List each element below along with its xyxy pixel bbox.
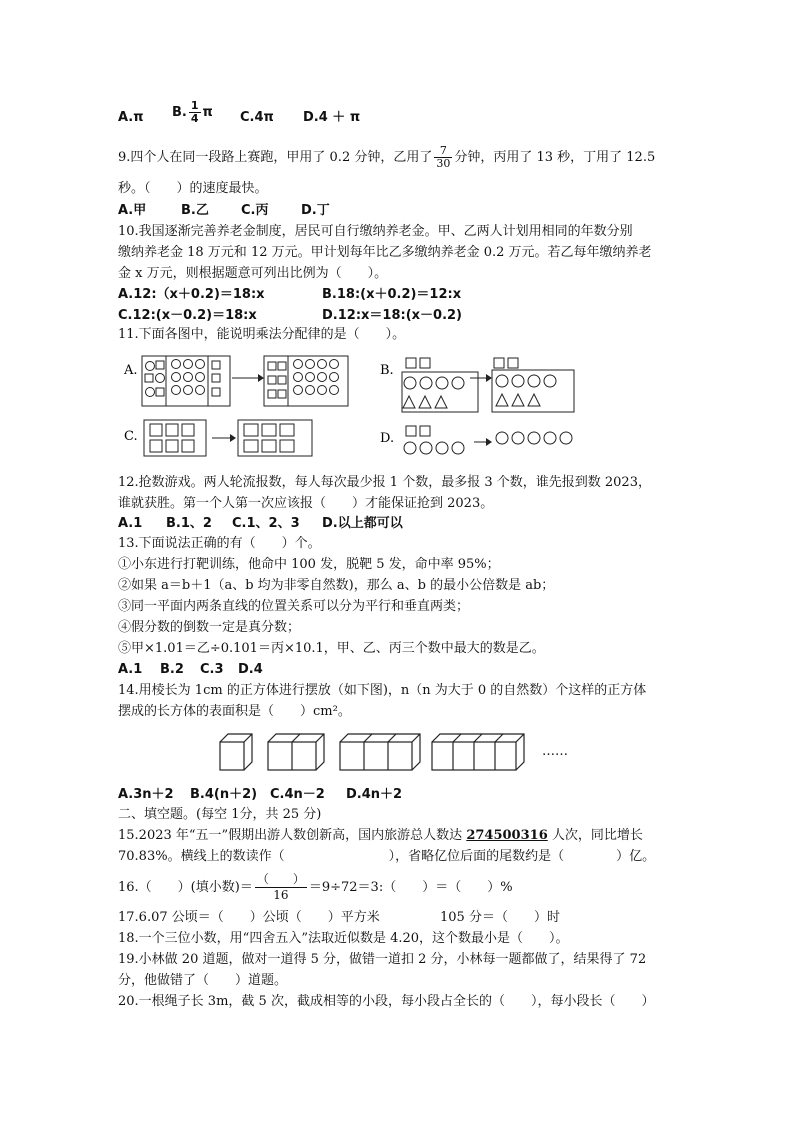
q11-figure-c-label: C. [124,429,138,444]
q15-line2: 70.83%。横线上的数读作（ ），省略亿位后面的尾数约是（ ）亿。 [118,849,656,864]
q11-figure-a [118,352,350,408]
q11-figure-c [118,418,318,458]
q9-frac-num: 7 [434,145,452,158]
q9-option-a: A.甲 [118,203,147,218]
q10-line2: 缴纳养老金 18 万元和 12 万元。甲计划每年比乙多缴纳养老金 0.2 万元。若乙每年缴纳养老 [118,245,652,260]
q8-option-c: C.4π [240,110,274,125]
q13-option-c: C.3 [200,662,224,677]
q14-option-a: A.3n＋2 [118,787,174,802]
q18-line: 18.一个三位小数，用“四舍五入”法取近似数是 4.20，这个数最小是（ ）。 [118,931,569,946]
q11-figure-a-label: A. [124,363,138,378]
q15-line1 [118,826,643,846]
q9-text-a: 9.四个人在同一段路上赛跑，甲用了 0.2 分钟，乙用了 [118,150,433,165]
q14-line1: 14.用棱长为 1cm 的正方体进行摆放（如下图)，n（n 为大于 0 的自然数）个这样的正方体 [118,683,647,698]
q16-text-b: ＝9÷72＝3:（ ）＝（ ）% [308,880,513,895]
q19-line2: 分，他做错了（ ）道题。 [118,973,288,988]
q13-statement-2: ②如果 a＝b＋1（a、b 均为非零自然数)，那么 a、b 的最小公倍数是 ab； [118,578,555,593]
q9-frac-den: 30 [436,157,451,170]
q14-option-b: B.4(n＋2) [190,787,258,802]
q15-text-a: 15.2023 年“五一”假期出游人数创新高，国内旅游总人数达 [118,828,467,843]
q13-statement-1: ①小东进行打靶训练，他命中 100 发，脱靶 5 发，命中率 95%； [118,557,500,572]
q10-option-a: A.12:（x＋0.2)＝18:x [118,287,265,302]
q11-figure-b-label: B. [380,363,394,378]
q10-line1: 10.我国逐渐完善养老金制度，居民可自行缴纳养老金。甲、乙两人计划用相同的年数分别 [118,224,633,239]
q15-underlined-number: 274500316 [466,828,548,843]
q12-option-b: B.1、2 [166,516,212,531]
q16-line [118,872,513,904]
q12-option-a: A.1 [118,516,143,531]
q12-line2: 谁就获胜。第一个人第一次应该报（ ）才能保证抢到 2023。 [118,496,494,511]
q13-statement-4: ④假分数的倒数一定是真分数； [118,620,301,635]
q9-option-b: B.乙 [181,203,209,218]
q16-frac-den: 16 [273,888,289,902]
q11-figure-b [378,352,578,414]
q17-part-a: 17.6.07 公顷＝（ ）公顷（ ）平方米 [118,910,380,925]
q16-text-a: 16.（ ）(填小数)＝ [118,880,253,895]
q9-option-c: C.丙 [241,203,269,218]
q8-option-a: A.π [118,110,144,125]
q11-line1: 11.下面各图中，能说明乘法分配律的是（ ）。 [118,327,406,342]
q12-line1: 12.抢数游戏。两人轮流报数，每人每次最少报 1 个数，最多报 3 个数，谁先报到数 2023， [118,475,651,490]
q13-option-d: D.4 [238,662,263,677]
q13-line1: 13.下面说法正确的有（ ）个。 [118,536,321,551]
q9-line1 [118,145,655,170]
q9-option-d: D.丁 [301,203,330,218]
q15-text-b: 人次，同比增长 [547,828,643,843]
q8-frac-num: 1 [190,99,199,112]
q9-text-b: 分钟，丙用了 13 秒，丁用了 12.5 [454,150,656,165]
q8-option-b [172,100,213,125]
q10-option-d: D.12:x＝18:(x－0.2) [322,308,462,323]
q14-ellipsis: …… [542,744,568,759]
q12-option-c: C.1、2、3 [232,516,300,531]
q13-statement-3: ③同一平面内两条直线的位置关系可以分为平行和垂直两类； [118,599,470,614]
q10-option-c: C.12:(x－0.2)＝18:x [118,308,257,323]
q16-frac-num: （ ） [256,872,305,886]
q14-option-d: D.4n＋2 [346,787,403,802]
q11-figure-d-label: D. [380,431,395,446]
q13-statement-5: ⑤甲×1.01＝乙÷0.101＝丙×10.1，甲、乙、丙三个数中最大的数是乙。 [118,641,545,656]
q12-option-d: D.以上都可以 [322,516,403,531]
q8-option-b-label: B. [172,105,187,120]
q19-line1: 19.小林做 20 道题，做对一道得 5 分，做错一道扣 2 分，小林每一题都做了，结果得了 72 [118,952,647,967]
q20-line: 20.一根绳子长 3m，截 5 次，截成相等的小段，每小段占全长的（ ），每小段长（ ） [118,994,655,1009]
q8-option-d: D.4 ＋ π [303,110,361,125]
q14-cubes-figure [216,730,526,774]
q14-line2: 摆成的长方体的表面积是（ ）cm²。 [118,704,351,719]
q11-figure-d [378,424,578,458]
section-2-heading: 二、填空题。(每空 1分，共 25 分) [118,807,322,822]
q8-frac-den: 4 [190,112,199,125]
q17-part-b: 105 分＝（ ）时 [440,910,560,925]
q10-line3: 金 x 万元，则根据题意可列出比例为（ ）。 [118,266,388,281]
q14-option-c: C.4n－2 [270,787,325,802]
q13-option-b: B.2 [160,662,184,677]
q9-line2: 秒。（ ）的速度最快。 [118,181,268,196]
q13-option-a: A.1 [118,662,143,677]
q10-option-b: B.18:(x＋0.2)＝12:x [322,287,462,302]
q8-option-b-post: π [202,105,213,120]
